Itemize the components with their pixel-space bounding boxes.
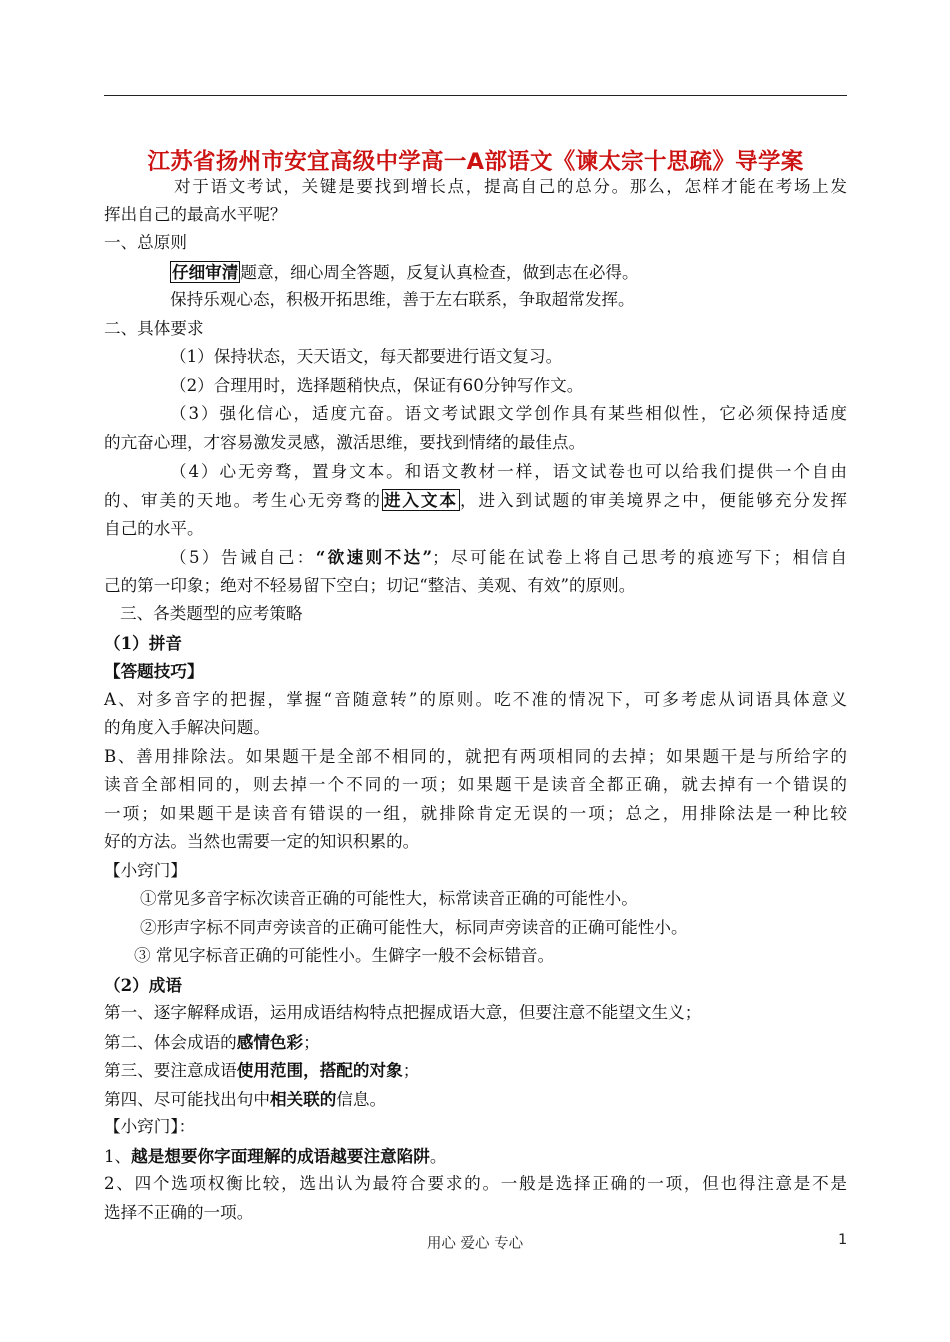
idiom-item-3-post: ；	[402, 1061, 420, 1080]
header-rule	[104, 95, 847, 96]
idiom-item-3-pre: 第三、要注意成语	[104, 1061, 237, 1080]
requirement-3-line-1: （3）强化信心，适度亢奋。语文考试跟文学创作具有某些相似性，它必须保持适度	[170, 404, 847, 423]
section-3-heading: 三、各类题型的应考策略	[120, 604, 303, 623]
requirement-5-bold: “欲速则不达”	[315, 547, 433, 567]
boxed-term-1: 仔细审清	[172, 262, 239, 282]
idiom-trick-1-post: 。	[429, 1147, 447, 1166]
requirement-5-pre: （5）告诫自己：	[170, 548, 316, 567]
pinyin-tip-a-line-2: 的角度入手解决问题。	[104, 718, 270, 737]
idiom-item-3	[104, 1059, 847, 1082]
idiom-item-4	[104, 1088, 847, 1111]
document-title: 江苏省扬州市安宜高级中学高一A部语文《谏太宗十思疏》导学案	[147, 149, 804, 175]
idiom-item-2-post: ；	[303, 1033, 320, 1052]
pinyin-tips-heading: 【答题技巧】	[104, 661, 204, 681]
section-1-heading: 一、总原则	[104, 233, 187, 252]
requirement-1: （1）保持状态，天天语文，每天都要进行语文复习。	[170, 347, 563, 366]
intro-line-1: 对于语文考试，关键是要找到增长点，提高自己的总分。那么，怎样才能在考场上发	[174, 177, 847, 196]
idiom-trick-1	[104, 1145, 847, 1168]
pinyin-heading: （1）拼音	[104, 633, 182, 653]
idiom-item-4-pre: 第四、尽可能找出句中	[104, 1090, 270, 1109]
pinyin-trick-1: ①常见多音字标次读音正确的可能性大，标常读音正确的可能性小。	[140, 889, 638, 908]
idiom-item-2-bold: 感情色彩	[236, 1032, 304, 1052]
idiom-trick-2-line-2: 选择不正确的一项。	[104, 1203, 254, 1222]
requirement-4-post: ，进入到试题的审美境界之中，便能够充分发挥	[459, 491, 848, 510]
pinyin-trick-3: ③ 常见字标音正确的可能性小。生僻字一般不会标错音。	[134, 946, 555, 965]
pinyin-tip-b-line-3: 一项；如果题干是读音有错误的一组，就排除肯定无误的一项；总之，用排除法是一种比较	[104, 804, 847, 823]
pinyin-tip-b-line-4: 好的方法。当然也需要一定的知识积累的。	[104, 832, 420, 851]
idiom-item-4-bold: 相关联的	[269, 1089, 337, 1109]
requirement-4-line-2	[104, 489, 847, 512]
requirement-4-line-1: （4）心无旁骛，置身文本。和语文教材一样，语文试卷也可以给我们提供一个自由	[170, 462, 847, 481]
idiom-trick-2-line-1: 2、四个选项权衡比较，选出认为最符合要求的。一般是选择正确的一项，但也得注意是不是	[104, 1174, 847, 1193]
idiom-trick-1-bold: 越是想要你字面理解的成语越要注意陷阱	[131, 1146, 430, 1166]
requirement-4-line-3: 自己的水平。	[104, 519, 204, 538]
principle-1-text: 题意，细心周全答题，反复认真检查，做到志在必得。	[240, 263, 639, 282]
section-2-heading: 二、具体要求	[104, 319, 204, 338]
footer-slogan: 用心 爱心 专心	[426, 1236, 524, 1252]
idiom-trick-heading: 【小窍门】：	[104, 1117, 196, 1136]
requirement-5-line-2: 己的第一印象；绝对不轻易留下空白；切记“整洁、美观、有效”的原则。	[104, 576, 636, 595]
requirement-5-line-1	[104, 546, 847, 569]
idiom-item-4-post: 信息。	[336, 1090, 387, 1109]
idiom-item-2-pre: 第二、体会成语的	[104, 1033, 237, 1052]
requirement-4-pre: 的、审美的天地。考生心无旁骛的	[104, 491, 382, 510]
pinyin-tip-b-line-2: 读音全部相同的，则去掉一个不同的一项；如果题干是读音全都正确，就去掉有一个错误的	[104, 775, 847, 794]
idiom-item-2	[104, 1031, 847, 1054]
requirement-2: （2）合理用时，选择题稍快点，保证有60分钟写作文。	[170, 376, 584, 395]
pinyin-tip-a-line-1: A、对多音字的把握，掌握“音随意转”的原则。吃不准的情况下，可多考虑从词语具体意义	[104, 690, 847, 709]
idiom-item-1: 第一、逐字解释成语，运用成语结构特点把握成语大意，但要注意不能望文生义；	[104, 1003, 702, 1022]
principle-1	[104, 261, 913, 284]
boxed-term-2: 进入文本	[383, 490, 458, 510]
requirement-3-line-2: 的亢奋心理，才容易激发灵感，激活思维，要找到情绪的最佳点。	[104, 433, 586, 452]
pinyin-trick-2: ②形声字标不同声旁读音的正确可能性大，标同声旁读音的正确可能性小。	[140, 918, 688, 937]
intro-line-2: 挥出自己的最高水平呢？	[104, 205, 287, 224]
principle-2: 保持乐观心态，积极开拓思维，善于左右联系，争取超常发挥。	[170, 290, 635, 309]
idiom-item-3-bold: 使用范围，搭配的对象	[236, 1060, 403, 1080]
page-number: 1	[838, 1232, 848, 1248]
pinyin-trick-heading: 【小窍门】	[104, 861, 187, 880]
pinyin-tip-b-line-1: B、善用排除法。如果题干是全部不相同的，就把有两项相同的去掉；如果题干是与所给字的	[104, 747, 847, 766]
idiom-heading: （2）成语	[104, 975, 182, 995]
requirement-5-post: ；尽可能在试卷上将自己思考的痕迹写下；相信自	[432, 548, 848, 567]
idiom-trick-1-pre: 1、	[104, 1147, 132, 1166]
